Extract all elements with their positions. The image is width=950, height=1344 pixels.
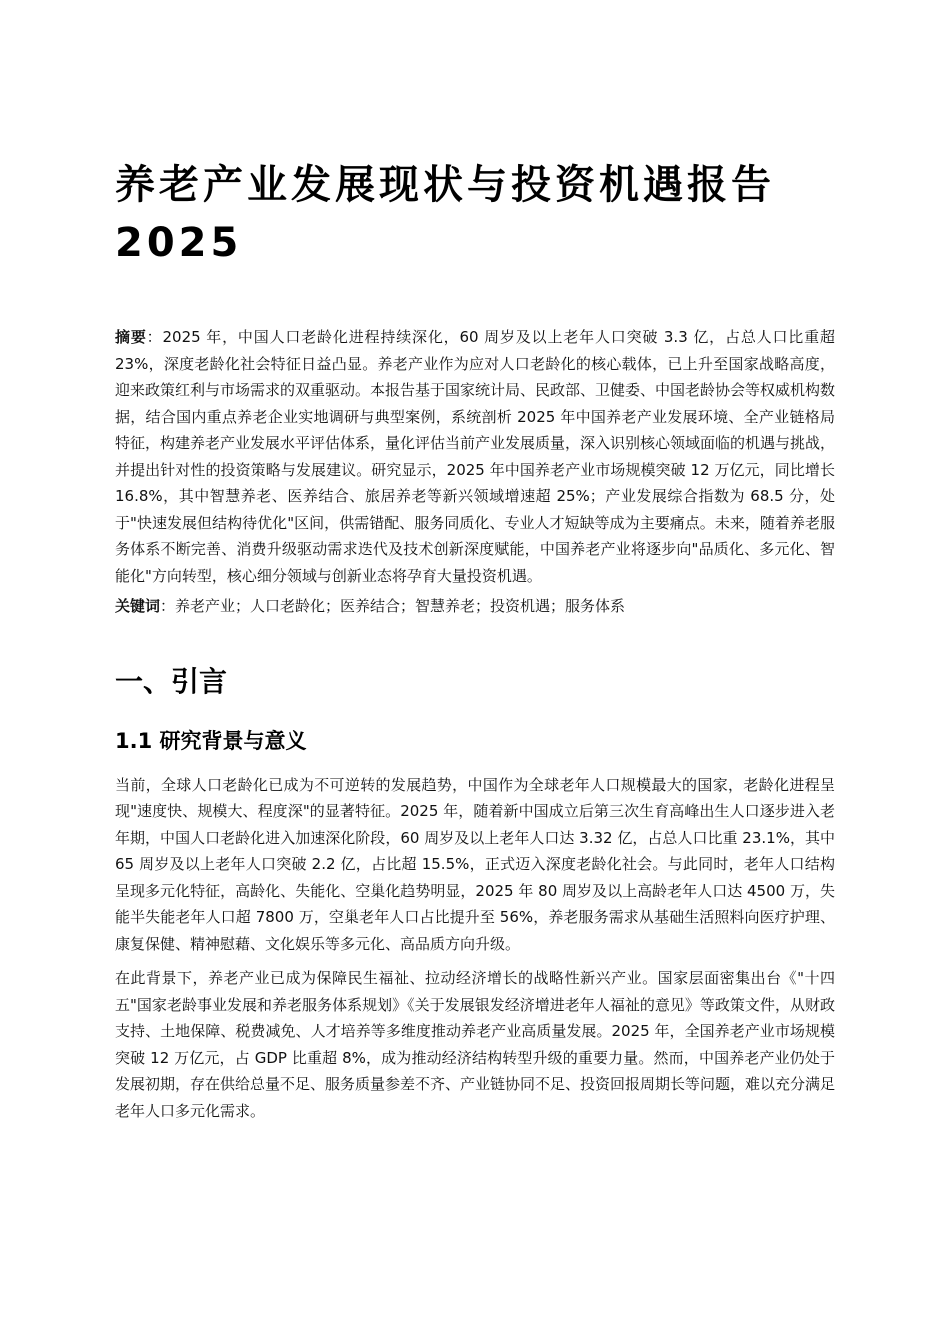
keywords-text: 养老产业；人口老龄化；医养结合；智慧养老；投资机遇；服务体系 bbox=[175, 597, 626, 615]
abstract-separator: ： bbox=[146, 328, 163, 346]
subsection-heading-background: 1.1 研究背景与意义 bbox=[115, 728, 307, 753]
body-paragraph: 在此背景下，养老产业已成为保障民生福祉、拉动经济增长的战略性新兴产业。国家层面密集出台《"十四五"国家老龄事业发展和养老服务体系规划》《关于发展银发经济增进老年人福祉的意见》等政策文件，从财政支持、土地保障、税费减免、人才培养等多维度推动养老产业高质量发展。2025 年，全国养老产业市场规模突破 12 万亿元，占 GDP 比重超 8%，成为推动经济结构转型升级的重要力量。然而，中国养老产业仍处于发展初期，存在供给总量不足、服务质量参差不齐、产业链协同不足、投资回报周期长等问题，难以充分满足老年人口多元化需求。 bbox=[115, 969, 836, 1120]
body-paragraph: 当前，全球人口老龄化已成为不可逆转的发展趋势，中国作为全球老年人口规模最大的国家，老龄化进程呈现"速度快、规模大、程度深"的显著特征。2025 年，随着新中国成立后第三次生育高峰出生人口逐步进入老年期，中国人口老龄化进入加速深化阶段，60 周岁及以上老年人口达 3.32 亿，占总人口比重 23.1%，其中 65 周岁及以上老年人口突破 2.2 亿，占比超 15.5%，正式迈入深度老龄化社会。与此同时，老年人口结构呈现多元化特征，高龄化、失能化、空巢化趋势明显，2025 年 80 周岁及以上高龄老年人口达 4500 万，失能半失能老年人口超 7800 万，空巢老年人口占比提升至 56%，养老服务需求从基础生活照料向医疗护理、康复保健、精神慰藉、文化娱乐等多元化、高品质方向升级。 bbox=[115, 775, 835, 953]
keywords-paragraph bbox=[115, 593, 835, 620]
abstract-paragraph bbox=[115, 324, 835, 589]
document-title: 养老产业发展现状与投资机遇报告 2025 bbox=[115, 162, 775, 266]
section-heading-introduction: 一、引言 bbox=[115, 664, 228, 698]
abstract-text: 2025 年，中国人口老龄化进程持续深化，60 周岁及以上老年人口突破 3.3 亿，占总人口比重超 23%，深度老龄化社会特征日益凸显。养老产业作为应对人口老龄化的核心载体，已上升至国家战略高度，迎来政策红利与市场需求的双重驱动。本报告基于国家统计局、民政部、卫健委、中国老龄协会等权威机构数据，结合国内重点养老企业实地调研与典型案例，系统剖析 2025 年中国养老产业发展环境、全产业链格局特征，构建养老产业发展水平评估体系，量化评估当前产业发展质量，深入识别核心领域面临的机遇与挑战，并提出针对性的投资策略与发展建议。研究显示，2025 年中国养老产业市场规模突破 12 万亿元，同比增长 16.8%，其中智慧养老、医养结合、旅居养老等新兴领域增速超 25%；产业发展综合指数为 68.5 分，处于"快速发展但结构待优化"区间，供需错配、服务同质化、专业人才短缺等成为主要痛点。未来，随着养老服务体系不断完善、消费升级驱动需求迭代及技术创新深度赋能，中国养老产业将逐步向"品质化、多元化、智能化"方向转型，核心细分领域与创新业态将孕育大量投资机遇。 bbox=[115, 328, 836, 585]
keywords-label: 关键词 bbox=[115, 597, 161, 615]
keywords-separator: ： bbox=[160, 597, 176, 615]
abstract-label: 摘要 bbox=[115, 328, 147, 346]
